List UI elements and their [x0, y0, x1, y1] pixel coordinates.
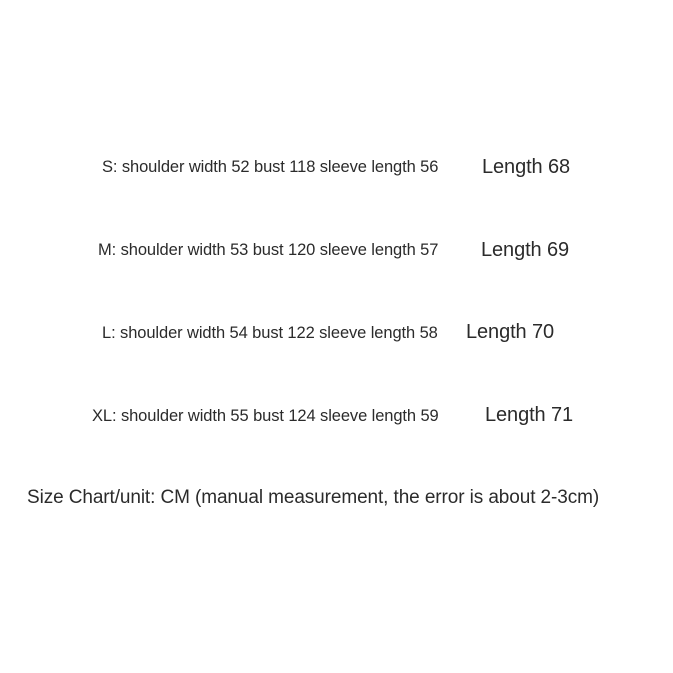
- size-spec-m: M: shoulder width 53 bust 120 sleeve length 57: [98, 241, 439, 259]
- size-chart-caption: Size Chart/unit: CM (manual measurement, the error is about 2-3cm): [27, 487, 600, 508]
- size-spec-xl: XL: shoulder width 55 bust 124 sleeve length 59: [92, 407, 439, 425]
- size-length-xl: Length 71: [485, 404, 574, 426]
- size-length-l: Length 70: [466, 321, 555, 343]
- size-length-m: Length 69: [481, 239, 570, 261]
- size-spec-l: L: shoulder width 54 bust 122 sleeve length 58: [102, 324, 438, 342]
- size-spec-s: S: shoulder width 52 bust 118 sleeve length 56: [102, 158, 439, 176]
- size-length-s: Length 68: [482, 156, 571, 178]
